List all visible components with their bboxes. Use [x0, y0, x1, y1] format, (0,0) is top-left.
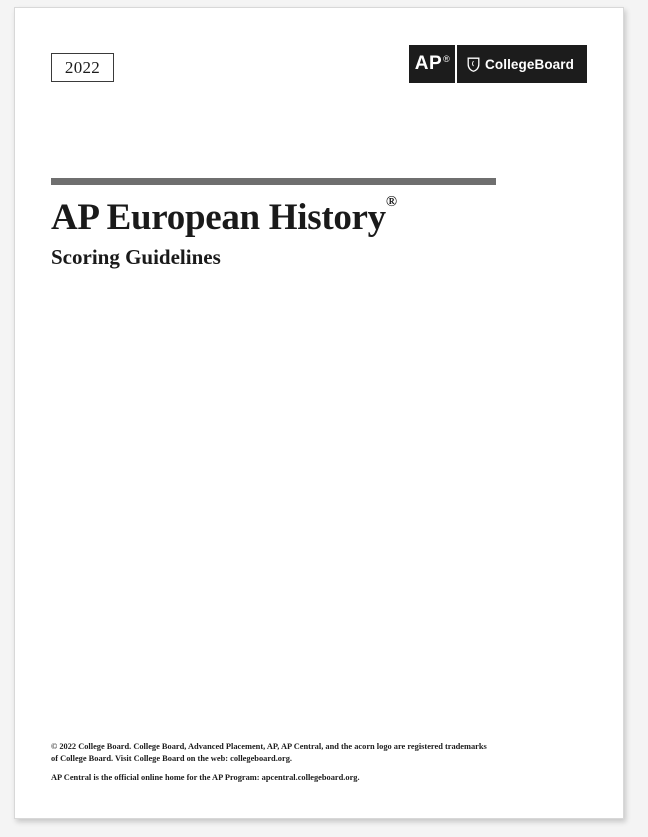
page-title-text: AP European History — [51, 197, 386, 238]
logo-ap-mark — [409, 45, 455, 83]
year-badge-label: 2022 — [64, 57, 101, 77]
footer-apcentral: AP Central is the official online home for the AP Program: apcentral.collegeboard.org. — [51, 773, 360, 783]
logo-collegeboard-text: CollegeBoard — [485, 56, 574, 72]
footer-copyright: © 2022 College Board. College Board, Advanced Placement, AP, AP Central, and the acorn logo are registered trademarks of College Board. Visit College Board on the web: collegeboard.org. — [51, 742, 487, 764]
collegeboard-logo — [409, 45, 587, 83]
page-title-trademark: ® — [385, 193, 397, 210]
document-page — [14, 7, 624, 819]
logo-collegeboard-mark — [457, 45, 587, 83]
logo-ap-text: AP — [414, 53, 443, 74]
footer-notice — [51, 741, 491, 785]
year-badge — [51, 53, 114, 82]
title-rule — [51, 178, 496, 185]
acorn-icon — [467, 57, 480, 72]
logo-ap-trademark: ® — [443, 54, 451, 64]
page-title — [51, 193, 397, 239]
page-subtitle: Scoring Guidelines — [51, 245, 221, 269]
